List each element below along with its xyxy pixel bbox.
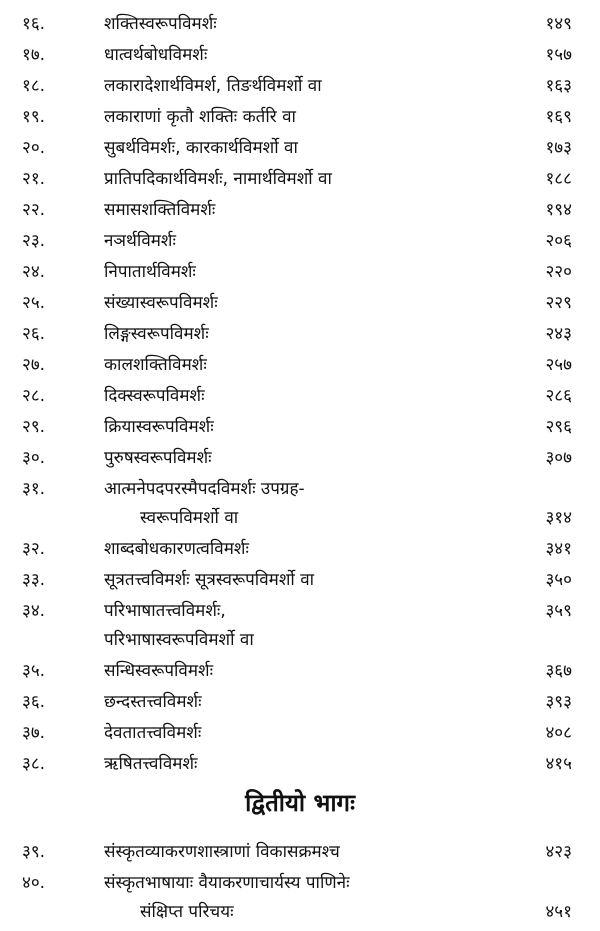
entry-title: नञर्थविमर्शः	[104, 231, 176, 251]
entry-number: २२.	[22, 200, 46, 220]
entry-page: ३९३	[545, 692, 572, 712]
entry-number: २३.	[22, 231, 46, 251]
entry-title: सन्धिस्वरूपविमर्शः	[104, 661, 214, 681]
entry-page: ४२३	[545, 842, 572, 862]
entry-title: देवतातत्त्वविमर्शः	[104, 723, 202, 743]
toc-entry	[0, 444, 600, 472]
toc-entry	[0, 289, 600, 317]
toc-entry	[0, 134, 600, 162]
toc-entry	[0, 750, 600, 778]
entry-page: २८६	[545, 386, 572, 406]
entry-page: २९६	[545, 417, 572, 437]
toc-entry	[0, 103, 600, 131]
entry-page: १९४	[545, 200, 572, 220]
entry-title-continued: परिभाषास्वरूपविमर्शो वा	[104, 630, 254, 650]
entry-page: ३६७	[545, 661, 572, 681]
entry-page: १८८	[545, 169, 572, 189]
toc-entry	[0, 535, 600, 563]
entry-number: ३८.	[22, 754, 46, 774]
entry-page: ३४१	[545, 539, 572, 559]
toc-entry	[0, 838, 600, 866]
entry-title: शक्तिस्वरूपविमर्शः	[104, 14, 217, 34]
toc-entry	[0, 227, 600, 255]
toc-entry	[0, 10, 600, 38]
entry-page: १७३	[545, 138, 572, 158]
toc-entry	[0, 597, 600, 625]
entry-number: ३१.	[22, 479, 46, 499]
toc-entry	[0, 165, 600, 193]
entry-title: धात्वर्थबोधविमर्शः	[104, 45, 208, 65]
toc-entry	[0, 72, 600, 100]
entry-title: संस्कृतव्याकरणशास्त्राणां विकासक्रमश्च	[104, 842, 340, 862]
entry-number: १८.	[22, 76, 46, 96]
toc-entry	[0, 475, 600, 503]
entry-number: ३३.	[22, 570, 46, 590]
toc-entry	[0, 351, 600, 379]
entry-page: ४१५	[545, 754, 572, 774]
entry-title: लकारादेशार्थविमर्श, तिङर्थविमर्शो वा	[104, 76, 322, 96]
entry-title: लकाराणां कृतौ शक्तिः कर्तरि वा	[104, 107, 296, 127]
toc-entry	[0, 688, 600, 716]
entry-page: ३५९	[545, 601, 572, 621]
entry-number: १९.	[22, 107, 46, 127]
toc-entry	[0, 196, 600, 224]
entry-number: २८.	[22, 386, 46, 406]
entry-number: ३४.	[22, 601, 46, 621]
entry-page: २५७	[545, 355, 572, 375]
entry-title: समासशक्तिविमर्शः	[104, 200, 216, 220]
entry-page: ३५०	[545, 570, 572, 590]
entry-number: २७.	[22, 355, 46, 375]
toc-entry	[0, 41, 600, 69]
entry-number: ३५.	[22, 661, 46, 681]
toc-entry	[0, 566, 600, 594]
entry-page: १४९	[545, 14, 572, 34]
entry-page: ४५१	[545, 902, 572, 922]
entry-number: १६.	[22, 14, 46, 34]
toc-entry-continuation	[0, 504, 600, 532]
entry-title: निपातार्थविमर्शः	[104, 262, 196, 282]
toc-entry-continuation	[0, 626, 600, 654]
entry-title-continued: स्वरूपविमर्शो वा	[140, 508, 239, 528]
entry-title: प्रातिपदिकार्थविमर्शः, नामार्थविमर्शो वा	[104, 169, 332, 189]
entry-page: २०६	[545, 231, 572, 251]
entry-page: ३०७	[545, 448, 572, 468]
entry-number: २९.	[22, 417, 46, 437]
entry-page: १६९	[545, 107, 572, 127]
entry-page: २२९	[545, 293, 572, 313]
entry-number: २६.	[22, 324, 46, 344]
entry-number: ३२.	[22, 539, 46, 559]
entry-number: ३०.	[22, 448, 46, 468]
entry-number: १७.	[22, 45, 46, 65]
entry-number: २०.	[22, 138, 46, 158]
entry-title: संस्कृतभाषायाः वैयाकरणाचार्यस्य पाणिनेः	[104, 873, 350, 893]
entry-title-continued: संक्षिप्त परिचयः	[140, 902, 234, 922]
entry-title: दिक्स्वरूपविमर्शः	[104, 386, 205, 406]
toc-entry	[0, 320, 600, 348]
entry-number: २१.	[22, 169, 46, 189]
entry-number: २५.	[22, 293, 46, 313]
entry-number: ३६.	[22, 692, 46, 712]
entry-title: परिभाषातत्त्वविमर्शः,	[104, 601, 226, 621]
entry-title: संख्यास्वरूपविमर्शः	[104, 293, 218, 313]
entry-page: १५७	[545, 45, 572, 65]
entry-title: छन्दस्तत्त्वविमर्शः	[104, 692, 202, 712]
entry-number: २४.	[22, 262, 46, 282]
entry-number: ४०.	[22, 873, 46, 893]
toc-entry	[0, 413, 600, 441]
entry-title: पुरुषस्वरूपविमर्शः	[104, 448, 212, 468]
entry-title: सुबर्थविमर्शः, कारकार्थविमर्शो वा	[104, 138, 298, 158]
toc-entry	[0, 657, 600, 685]
entry-page: २४३	[545, 324, 572, 344]
entry-title: कालशक्तिविमर्शः	[104, 355, 207, 375]
toc-entry	[0, 382, 600, 410]
entry-title: शाब्दबोधकारणत्वविमर्शः	[104, 539, 249, 559]
entry-title: आत्मनेपदपरस्मैपदविमर्शः उपग्रह-	[104, 479, 305, 499]
entry-title: लिङ्गस्वरूपविमर्शः	[104, 324, 209, 344]
entry-title: क्रियास्वरूपविमर्शः	[104, 417, 214, 437]
entry-title: ऋषितत्त्वविमर्शः	[104, 754, 198, 774]
entry-title: सूत्रतत्त्वविमर्शः सूत्रस्वरूपविमर्शो वा	[104, 570, 315, 590]
entry-page: २२०	[545, 262, 572, 282]
toc-entry-continuation	[0, 898, 600, 926]
toc-entry	[0, 719, 600, 747]
entry-number: ३९.	[22, 842, 46, 862]
toc-entry	[0, 869, 600, 897]
entry-page: १६३	[545, 76, 572, 96]
entry-page: ४०८	[545, 723, 572, 743]
entry-page: ३१४	[545, 508, 572, 528]
section-heading: द्वितीयो भागः	[245, 789, 355, 817]
entry-number: ३७.	[22, 723, 46, 743]
toc-entry	[0, 258, 600, 286]
